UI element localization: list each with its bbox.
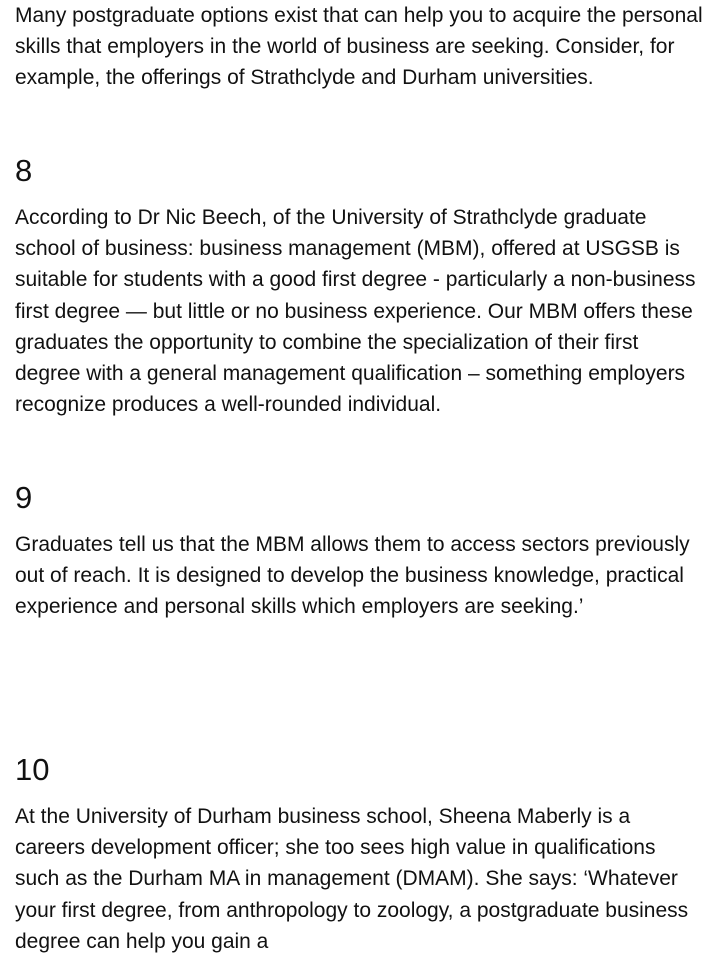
section-number-8: 8	[15, 153, 33, 188]
section-number-9: 9	[15, 480, 33, 515]
paragraph-intro: Many postgraduate options exist that can help you to acquire the personal skills that employers in the world of business are seeking. Consider, for example, the offerings of Strathclyde and Durham universities.	[15, 4, 703, 90]
paragraph-section-9: Graduates tell us that the MBM allows them to access sectors previously out of reach. It is designed to develop the business knowledge, practical experience and personal skills which employers are seeking.’	[15, 533, 690, 619]
section-number-10: 10	[15, 752, 50, 787]
paragraph-section-10: At the University of Durham business school, Sheena Maberly is a careers development officer; she too sees high value in qualifications such as the Durham MA in management (DMAM). She says: ‘Whatever your first degree, from anthropology to zoology, a postgraduate business degree can help you gain a	[15, 805, 689, 953]
paragraph-section-8: According to Dr Nic Beech, of the University of Strathclyde graduate school of business: business management (MBM), offered at USGSB is suitable for students with a good first degree - particularly a non-business first degree — but little or no business experience. Our MBM offers these graduates the opportunity to combine the specialization of their first degree with a general management qualification – something employers recognize produces a well-rounded individual.	[15, 206, 696, 417]
